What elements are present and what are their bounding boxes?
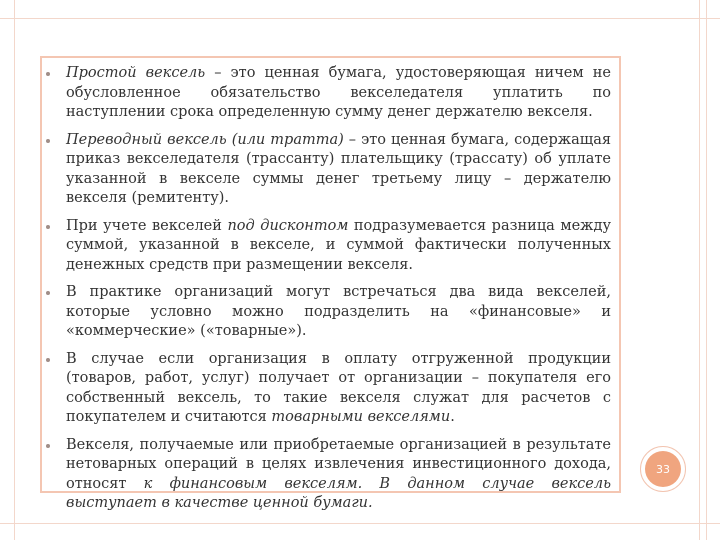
content-frame (40, 56, 621, 511)
definition-text: – это ценная бумага, содержащая приказ векселедателя (трассанту) плательщику (трассату) об уплате указанной в векселе суммы денег третьему лицу – держателю векселя (ремитенту). (66, 131, 611, 206)
list-item-text: В практике организаций могут встречаться два вида векселей, которые условно можно подразделить на «финансовые» и «коммерческие» («товарные»). (66, 284, 611, 339)
term-italic: под дисконтом (227, 217, 349, 234)
bullet-icon (46, 444, 50, 448)
list-item (42, 283, 619, 342)
term-italic: к финансовым векселям. В данном случае вексель выступает в качестве ценной бумаги. (66, 475, 611, 511)
list-item (42, 350, 619, 428)
list-item-text (66, 350, 611, 428)
bullet-icon (46, 139, 50, 143)
text-segment: При учете векселей (66, 217, 228, 234)
page-number: 33 (645, 451, 681, 487)
list-item (42, 217, 619, 276)
decorative-rule-right (699, 0, 700, 540)
list-item-text (66, 64, 611, 123)
definition-text: – это ценная бумага, удостоверяющая ничем не обусловленное обязательство векселедателя уплатить по наступлении срока определенную сумму денег держателю векселя. (66, 65, 611, 120)
term-italic: Простой вексель (66, 65, 206, 81)
list-item-text (66, 217, 611, 276)
bullet-icon (46, 291, 50, 295)
decorative-rule-left (14, 0, 15, 540)
decorative-rule-bottom (0, 523, 720, 524)
list-item (42, 64, 619, 123)
term-italic: товарными векселями (271, 409, 451, 425)
page-number-badge (640, 446, 686, 492)
bullet-icon (46, 72, 50, 76)
text-segment: Векселя, получаемые или приобретаемые организацией в результате нетоварных операций в целях извлечения инвестиционного дохода, относят (66, 436, 611, 492)
bullet-icon (46, 225, 50, 229)
decorative-rule-top (0, 18, 720, 19)
list-item (42, 436, 619, 514)
list-item-text (66, 436, 611, 514)
list-item (42, 131, 619, 209)
text-segment: подразумевается разница между суммой, указанной в векселе, и суммой фактически полученных денежных средств при размещении векселя. (66, 217, 611, 273)
text-segment: В случае если организация в оплату отгруженной продукции (товаров, работ, услуг) получает от организации – покупателя его собственный вексель, то такие векселя служат для расчетов с покупателем и считаются (66, 350, 611, 425)
bullet-list (42, 64, 619, 522)
list-item-text (66, 131, 611, 209)
term-italic: Переводный вексель (или тратта) (66, 131, 344, 148)
decorative-rule-right-outer (706, 0, 707, 540)
bullet-icon (46, 358, 50, 362)
text-segment: . (450, 409, 455, 425)
